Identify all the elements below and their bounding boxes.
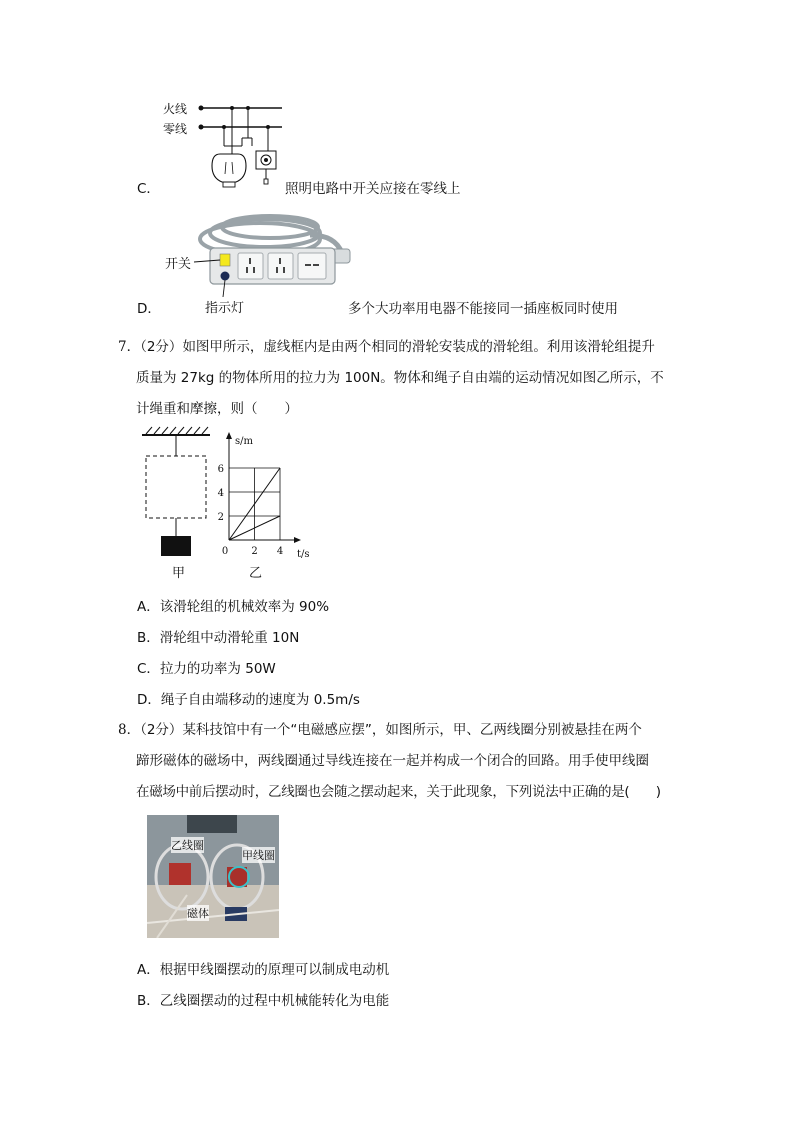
y-tick-label: 4 [217, 488, 224, 499]
option-c-letter: C． [137, 181, 160, 197]
q8-option-a-letter: A． [137, 962, 160, 978]
q7-option-a-letter: A． [137, 599, 160, 615]
y-tick-label: 2 [217, 512, 224, 523]
x-tick-label: 0 [221, 546, 229, 557]
question-7-line-1 [118, 335, 678, 366]
figure-yi-label: 乙 [249, 566, 263, 581]
y-axis-arrow [226, 432, 232, 439]
figure-jia-label: 甲 [172, 566, 186, 581]
question-8-stem [118, 718, 688, 811]
question-8-score: （2分） [140, 722, 183, 738]
question-7-stem-2: 质量为 27kg 的物体所用的拉力为 100N。物体和绳子自由端的运动情况如图乙所示，不 [136, 370, 664, 386]
q7-option-b-text: 滑轮组中动滑轮重 10N [159, 630, 300, 646]
q7-option-b-letter: B． [137, 630, 160, 646]
x-tick-label: 2 [251, 546, 258, 557]
electromagnetic-pendulum-photo [147, 815, 279, 938]
q7-option-a[interactable] [137, 595, 360, 626]
q7-option-b[interactable] [137, 626, 360, 657]
question-8-number: 8． [118, 722, 141, 738]
magnet-label: 磁体 [187, 907, 209, 920]
question-8-stem-3: 在磁场中前后摆动时，乙线圈也会随之摆动起来，关于此现象，下列说法中正确的是( ) [136, 784, 661, 800]
pendulum-photo-art [147, 815, 279, 938]
x-tick-label: 4 [276, 546, 284, 557]
q8-option-b-letter: B． [137, 993, 160, 1009]
question-7-stem-1: 如图甲所示，虚线框内是由两个相同的滑轮安装成的滑轮组。利用该滑轮组提升 [182, 339, 655, 355]
q7-option-a-text: 该滑轮组的机械效率为 90% [159, 599, 330, 615]
question-7-stem [118, 335, 678, 428]
q8-option-a[interactable] [137, 958, 389, 989]
st-graph [213, 428, 313, 558]
option-d-text: 多个大功率用电器不能接同一插座板同时使用 [348, 301, 618, 317]
y-tick-label: 6 [217, 464, 224, 475]
question-8-line-1 [118, 718, 688, 749]
option-c-circuit-diagram [160, 96, 290, 191]
pulley-system-figure [140, 426, 212, 560]
coil-b-label: 乙线圈 [171, 839, 204, 852]
question-8-options [137, 958, 389, 1020]
question-7-number: 7． [118, 339, 141, 355]
live-wire-label: 火线 [163, 102, 188, 116]
option-d-power-strip-figure [160, 205, 360, 315]
question-7-score: （2分） [140, 339, 183, 355]
switch-label: 开关 [165, 257, 192, 272]
question-8-stem-1: 某科技馆中有一个“电磁感应摆”，如图所示，甲、乙两线圈分别被悬挂在两个 [182, 722, 642, 738]
y-axis-label: s/m [235, 436, 253, 447]
q7-option-d-letter: D． [137, 692, 161, 708]
q8-option-a-text: 根据甲线圈摆动的原理可以制成电动机 [159, 962, 390, 978]
question-7-options [137, 595, 360, 719]
circuit-drawing [160, 96, 290, 191]
q7-option-c-text: 拉力的功率为 50W [159, 661, 276, 677]
q7-option-c-letter: C． [137, 661, 160, 677]
coil-a-label: 甲线圈 [242, 849, 275, 862]
question-7-stem-3: 计绳重和摩擦，则（ ） [136, 401, 298, 417]
x-axis-label: t/s [297, 549, 310, 558]
neutral-wire-label: 零线 [163, 122, 188, 136]
q8-option-b-text: 乙线圈摆动的过程中机械能转化为电能 [159, 993, 390, 1009]
indicator-label: 指示灯 [205, 301, 245, 316]
q7-option-d-text: 绳子自由端移动的速度为 0.5m/s [160, 692, 360, 708]
option-d-letter: D． [137, 301, 161, 317]
q8-option-b[interactable] [137, 989, 389, 1020]
q7-option-d[interactable] [137, 688, 360, 719]
option-c-text: 照明电路中开关应接在零线上 [285, 181, 461, 197]
question-8-stem-2: 蹄形磁体的磁场中，两线圈通过导线连接在一起并构成一个闭合的回路。用手使甲线圈 [136, 753, 649, 769]
x-axis-arrow [294, 537, 301, 543]
q7-option-c[interactable] [137, 657, 360, 688]
